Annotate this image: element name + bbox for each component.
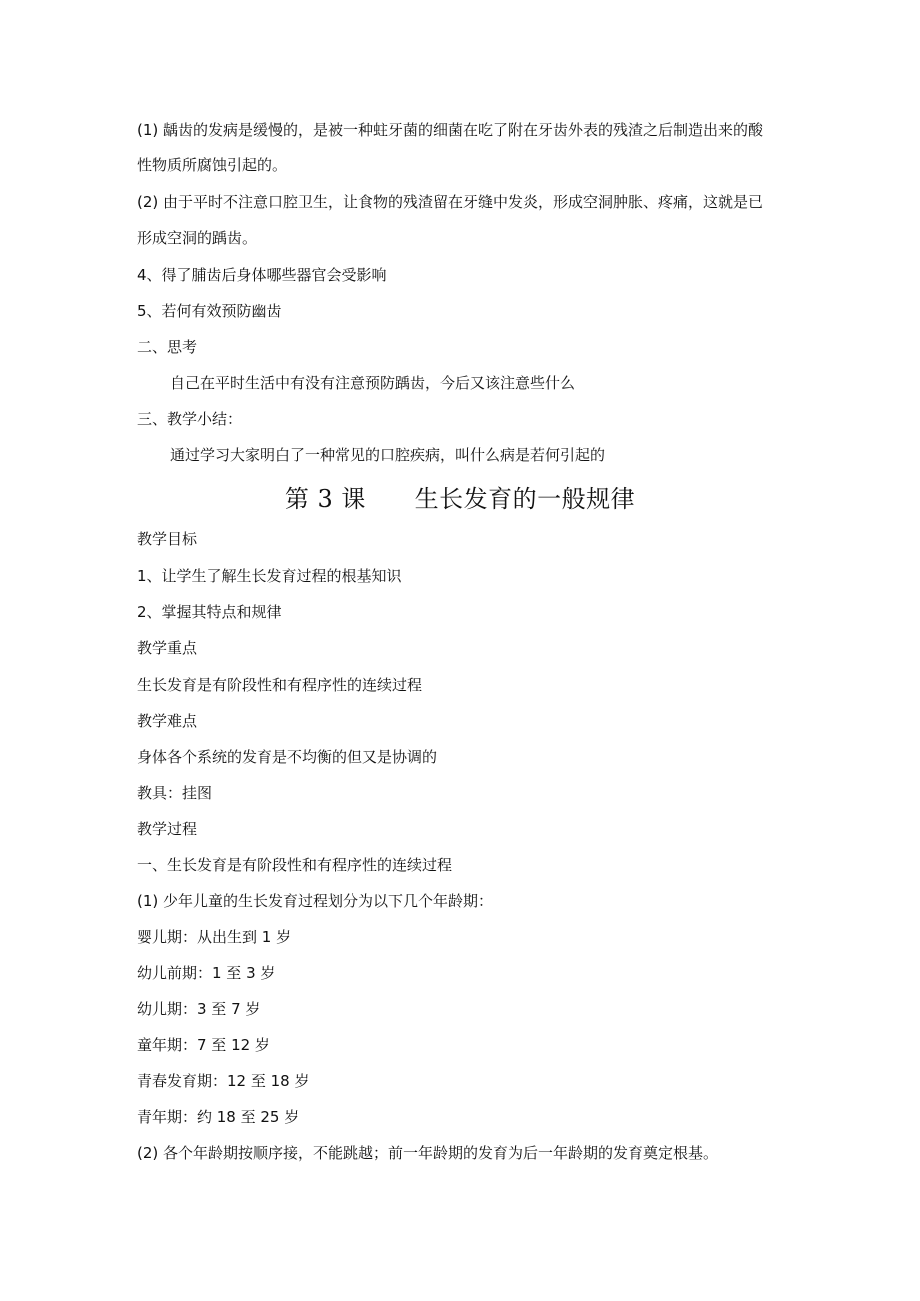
cause-2-line-2: 形成空洞的踽齿。	[137, 229, 258, 247]
teaching-aids: 教具：挂图	[137, 784, 213, 802]
process-point-1: (1) 少年儿童的生长发育过程划分为以下几个年龄期：	[137, 892, 494, 910]
objective-2: 2、掌握其特点和规律	[137, 603, 282, 621]
cause-2-line-1: (2) 由于平时不注意口腔卫生，让食物的残渣留在牙缝中发炎，形成空洞肿胀、疼痛，这就是已	[137, 193, 764, 211]
age-period-item: 婴儿期：从出生到 1 岁	[137, 928, 292, 946]
section-2-text: 自己在平时生活中有没有注意预防踽齿，今后又该注意些什么	[170, 374, 576, 392]
cause-1-line-1: (1) 龋齿的发病是缓慢的，是被一种蛀牙菌的细菌在吃了附在牙齿外表的残渣之后制造出来的酸	[137, 121, 764, 139]
key-points-heading: 教学重点	[137, 639, 198, 657]
age-period-item: 幼儿期：3 至 7 岁	[137, 1000, 261, 1018]
cause-1-line-2: 性物质所腐蚀引起的。	[137, 156, 288, 174]
section-2-heading: 二、思考	[137, 338, 198, 356]
list-item-4: 4、得了脯齿后身体哪些器官会受影响	[137, 266, 387, 284]
key-points-text: 生长发育是有阶段性和有程序性的连续过程	[137, 676, 423, 694]
section-3-heading: 三、教学小结：	[137, 410, 243, 428]
objectives-heading: 教学目标	[137, 530, 198, 548]
objective-1: 1、让学生了解生长发育过程的根基知识	[137, 567, 402, 585]
process-heading: 教学过程	[137, 820, 198, 838]
process-point-2: (2) 各个年龄期按顺序接，不能跳越；前一年龄期的发育为后一年龄期的发育奠定根基。	[137, 1144, 719, 1162]
age-period-item: 青春发育期：12 至 18 岁	[137, 1072, 310, 1090]
age-period-item: 幼儿前期：1 至 3 岁	[137, 964, 276, 982]
difficulty-text: 身体各个系统的发育是不均衡的但又是协调的	[137, 748, 438, 766]
lesson-title: 第 3 课 生长发育的一般规律	[284, 485, 636, 513]
process-section-1: 一、生长发育是有阶段性和有程序性的连续过程	[137, 856, 453, 874]
age-period-item: 童年期：7 至 12 岁	[137, 1036, 270, 1054]
section-3-text: 通过学习大家明白了一种常见的口腔疾病，叫什么病是若何引起的	[170, 446, 606, 464]
difficulty-heading: 教学难点	[137, 712, 198, 730]
age-period-item: 青年期：约 18 至 25 岁	[137, 1108, 300, 1126]
list-item-5: 5、若何有效预防幽齿	[137, 302, 282, 320]
